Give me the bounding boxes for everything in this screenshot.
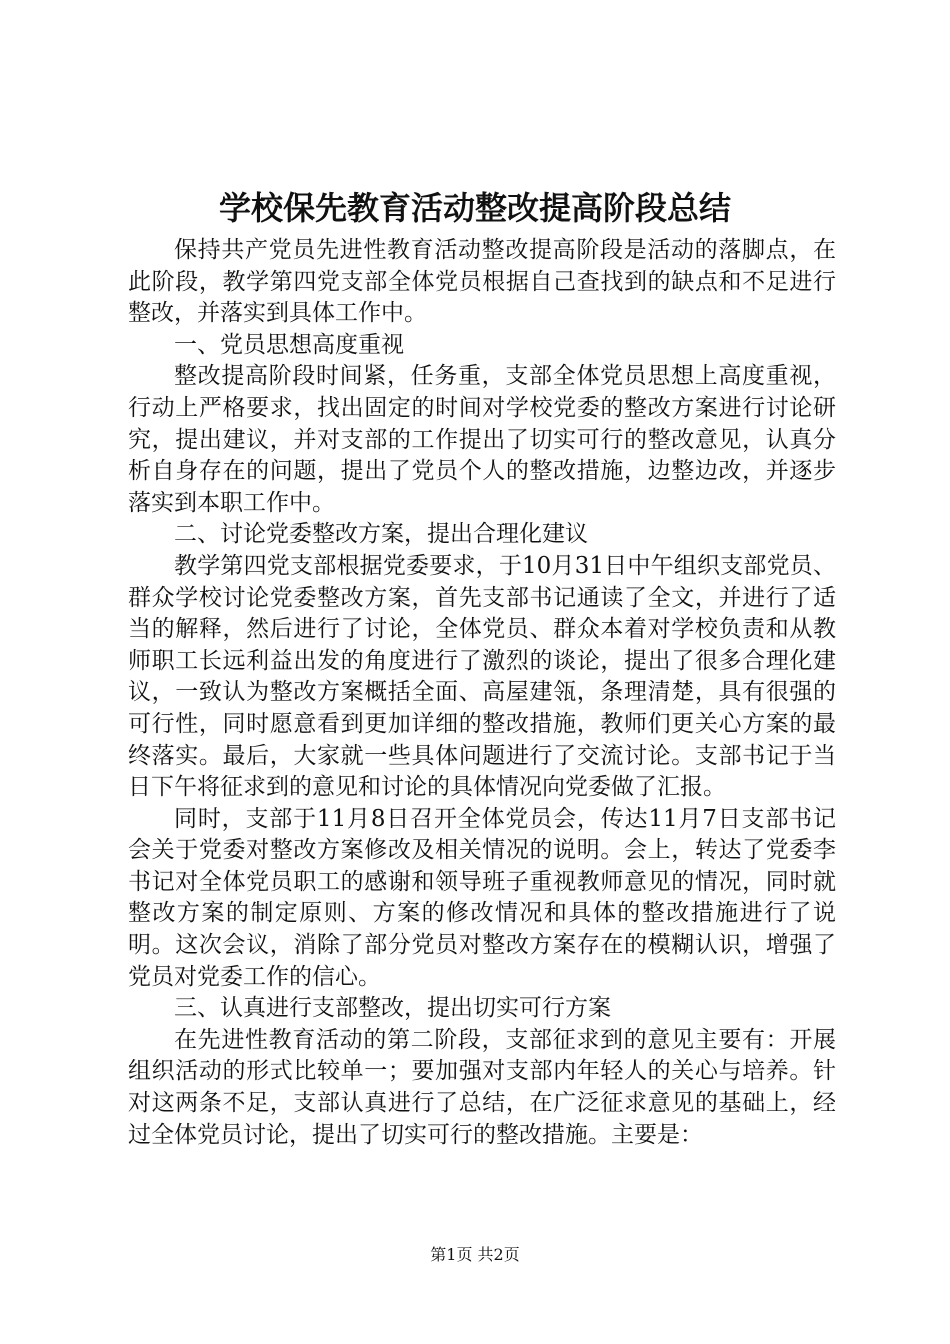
section-2-paragraph-2: 同时，支部于11月8日召开全体党员会，传达11月7日支部书记会关于党委对整改方案修改及相关情况的说明。会上，转达了党委李书记对全体党员职工的感谢和领导班子重视教师意见的情况，同时就整改方案的制定原则、方案的修改情况和具体的整改措施进行了说明。这次会议，消除了部分党员对整改方案存在的模糊认识，增强了党员对党委工作的信心。 xyxy=(128,805,836,990)
section-2-paragraph-1: 教学第四党支部根据党委要求，于10月31日中午组织支部党员、群众学校讨论党委整改方案，首先支部书记通读了全文，并进行了适当的解释，然后进行了讨论，全体党员、群众本着对学校负责和从教师职工长远利益出发的角度进行了激烈的谈论，提出了很多合理化建议，一致认为整改方案概括全面、高屋建瓴，条理清楚，具有很强的可行性，同时愿意看到更加详细的整改措施，教师们更关心方案的最终落实。最后，大家就一些具体问题进行了交流讨论。支部书记于当日下午将征求到的意见和讨论的具体情况向党委做了汇报。 xyxy=(128,552,836,801)
page-footer: 第1页 共2页 xyxy=(430,1245,520,1264)
section-3-paragraph: 在先进性教育活动的第二阶段，支部征求到的意见主要有：开展组织活动的形式比较单一；要加强对支部内年轻人的关心与培养。针对这两条不足，支部认真进行了总结，在广泛征求意见的基础上，经过全体党员讨论，提出了切实可行的整改措施。主要是： xyxy=(128,1026,836,1148)
section-heading-3: 三、认真进行支部整改，提出切实可行方案 xyxy=(174,995,611,1022)
document-title: 学校保先教育活动整改提高阶段总结 xyxy=(218,189,731,227)
section-1-paragraph: 整改提高阶段时间紧，任务重，支部全体党员思想上高度重视，行动上严格要求，找出固定的时间对学校党委的整改方案进行讨论研究，提出建议，并对支部的工作提出了切实可行的整改意见，认真分析自身存在的问题，提出了党员个人的整改措施，边整边改，并逐步落实到本职工作中。 xyxy=(128,363,836,516)
section-heading-2: 二、讨论党委整改方案，提出合理化建议 xyxy=(174,521,588,548)
intro-paragraph: 保持共产党员先进性教育活动整改提高阶段是活动的落脚点，在此阶段，教学第四党支部全体党员根据自己查找到的缺点和不足进行整改，并落实到具体工作中。 xyxy=(128,237,836,327)
document-body xyxy=(128,235,836,1151)
section-heading-1: 一、党员思想高度重视 xyxy=(174,331,404,358)
